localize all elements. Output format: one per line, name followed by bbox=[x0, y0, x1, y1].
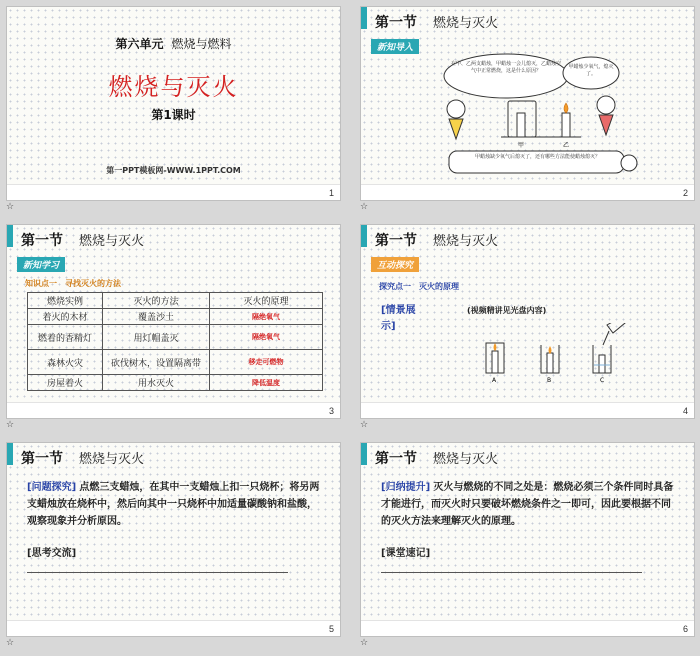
table-row bbox=[28, 350, 323, 375]
table-header: 燃烧实例 bbox=[28, 293, 103, 309]
badge-intro: 新知导入 bbox=[371, 39, 419, 54]
question-label: [问题探究] bbox=[27, 482, 77, 493]
table-header: 灭火的原理 bbox=[210, 293, 323, 309]
notes-icon[interactable]: ☆ bbox=[6, 420, 15, 430]
slide-bottom-bar bbox=[7, 184, 340, 200]
section-subtitle: 燃烧与灭火 bbox=[79, 234, 145, 249]
slide-header bbox=[361, 443, 694, 471]
slide-number: 4 bbox=[682, 406, 688, 416]
table-row bbox=[28, 325, 323, 350]
table-row bbox=[28, 309, 323, 325]
slide-5[interactable] bbox=[6, 442, 341, 637]
slide-number: 6 bbox=[682, 624, 688, 634]
notes-line bbox=[381, 572, 642, 573]
slide-bottom-bar bbox=[361, 184, 694, 200]
slide-number: 2 bbox=[682, 188, 688, 198]
scene-label: [情景展示] bbox=[381, 305, 416, 332]
section-label: 第一节 bbox=[375, 15, 417, 31]
header-accent bbox=[361, 443, 367, 465]
main-title: 燃烧与灭火 bbox=[108, 73, 239, 101]
slide-bottom-bar bbox=[361, 402, 694, 418]
table-cell: 降低温度 bbox=[210, 375, 323, 391]
table-cell: 覆盖沙土 bbox=[103, 309, 210, 325]
header-accent bbox=[361, 7, 367, 29]
summary-paragraph bbox=[381, 479, 677, 530]
table-cell: 着火的木材 bbox=[28, 309, 103, 325]
lesson-label: 第1课时 bbox=[151, 108, 196, 122]
table-cell: 隔绝氧气 bbox=[210, 325, 323, 350]
summary-text: 灭火与燃烧的不同之处是：燃烧必须三个条件同时具备才能进行，而灭火时只要破坏燃烧条件之一即可，因此要根据不同的灭火方法来理解灭火的原理。 bbox=[381, 482, 674, 527]
slide-number: 1 bbox=[328, 188, 334, 198]
table-cell: 隔绝氧气 bbox=[210, 309, 323, 325]
section-subtitle: 燃烧与灭火 bbox=[79, 452, 145, 467]
slide-number: 5 bbox=[328, 624, 334, 634]
section-subtitle: 燃烧与灭火 bbox=[433, 452, 499, 467]
bubble-bottom-text: 甲蜡烛缺少氧气后熄灭了，还有哪些方法能使蜡烛熄灭？ bbox=[474, 154, 600, 160]
header-accent bbox=[7, 443, 13, 465]
header-accent bbox=[7, 225, 13, 247]
table-cell: 用水灭火 bbox=[103, 375, 210, 391]
answer-line bbox=[27, 572, 288, 573]
section-label: 第一节 bbox=[21, 451, 63, 467]
slide-4[interactable] bbox=[360, 224, 695, 419]
table-cell: 用灯帽盖灭 bbox=[103, 325, 210, 350]
table-cell: 燃着的香精灯 bbox=[28, 325, 103, 350]
slide-header bbox=[361, 7, 694, 35]
slide-header bbox=[7, 225, 340, 253]
knowledge-point: 知识点一 寻找灭火的方法 bbox=[25, 279, 121, 288]
section-subtitle: 燃烧与灭火 bbox=[433, 234, 499, 249]
explore-point: 探究点一 灭火的原理 bbox=[379, 282, 459, 291]
slide-3[interactable] bbox=[6, 224, 341, 419]
slide-bottom-bar bbox=[7, 402, 340, 418]
badge-explore: 互动探究 bbox=[371, 257, 419, 272]
section-label: 第一节 bbox=[375, 451, 417, 467]
think-label: [思考交流] bbox=[27, 548, 77, 559]
slide-header bbox=[7, 443, 340, 471]
section-label: 第一节 bbox=[375, 233, 417, 249]
slide-6[interactable] bbox=[360, 442, 695, 637]
question-text: 点燃三支蜡烛，在其中一支蜡烛上扣一只烧杯；将另两支蜡烛放在烧杯中，然后向其中一只烧杯中加适量碳酸钠和盐酸，观察现象并分析原因。 bbox=[27, 482, 320, 527]
video-note: (视频精讲见光盘内容) bbox=[467, 306, 547, 315]
table-cell: 房屋着火 bbox=[28, 375, 103, 391]
label-jia: 甲 bbox=[518, 142, 525, 149]
table-cell: 森林火灾 bbox=[28, 350, 103, 375]
method-table bbox=[27, 292, 323, 391]
label-yi: 乙 bbox=[563, 142, 570, 149]
badge-learn: 新知学习 bbox=[17, 257, 65, 272]
header-accent bbox=[361, 225, 367, 247]
slide-bottom-bar bbox=[361, 620, 694, 636]
footer-text: 第一PPT模板网-WWW.1PPT.COM bbox=[106, 166, 241, 175]
notes-icon[interactable]: ☆ bbox=[360, 638, 369, 648]
bubble-left-text: 在甲、乙两支蜡烛，甲蜡烛一会儿熄灭，乙蜡烛空气中正常燃烧，这是什么原因？ bbox=[451, 61, 562, 74]
notes-label: [课堂速记] bbox=[381, 548, 431, 559]
slide-1[interactable] bbox=[6, 6, 341, 201]
slide-2[interactable] bbox=[360, 6, 695, 201]
question-paragraph bbox=[27, 479, 323, 530]
slide-number: 3 bbox=[328, 406, 334, 416]
label-a: A bbox=[492, 377, 497, 384]
notes-icon[interactable]: ☆ bbox=[6, 202, 15, 212]
notes-icon[interactable]: ☆ bbox=[6, 638, 15, 648]
label-b: B bbox=[547, 377, 552, 384]
unit-heading: 第六单元 燃烧与燃料 bbox=[115, 37, 232, 51]
slide-header bbox=[361, 225, 694, 253]
notes-icon[interactable]: ☆ bbox=[360, 420, 369, 430]
table-header: 灭火的方法 bbox=[103, 293, 210, 309]
notes-icon[interactable]: ☆ bbox=[360, 202, 369, 212]
bubble-right-text: 甲蜡烛少氧气，熄灭了。 bbox=[568, 64, 614, 77]
table-cell: 移走可燃物 bbox=[210, 350, 323, 375]
table-row bbox=[28, 375, 323, 391]
section-subtitle: 燃烧与灭火 bbox=[433, 16, 499, 31]
table-cell: 砍伐树木，设置隔离带 bbox=[103, 350, 210, 375]
section-label: 第一节 bbox=[21, 233, 63, 249]
summary-label: [归纳提升] bbox=[381, 482, 431, 493]
label-c: C bbox=[600, 377, 605, 384]
slide-bottom-bar bbox=[7, 620, 340, 636]
